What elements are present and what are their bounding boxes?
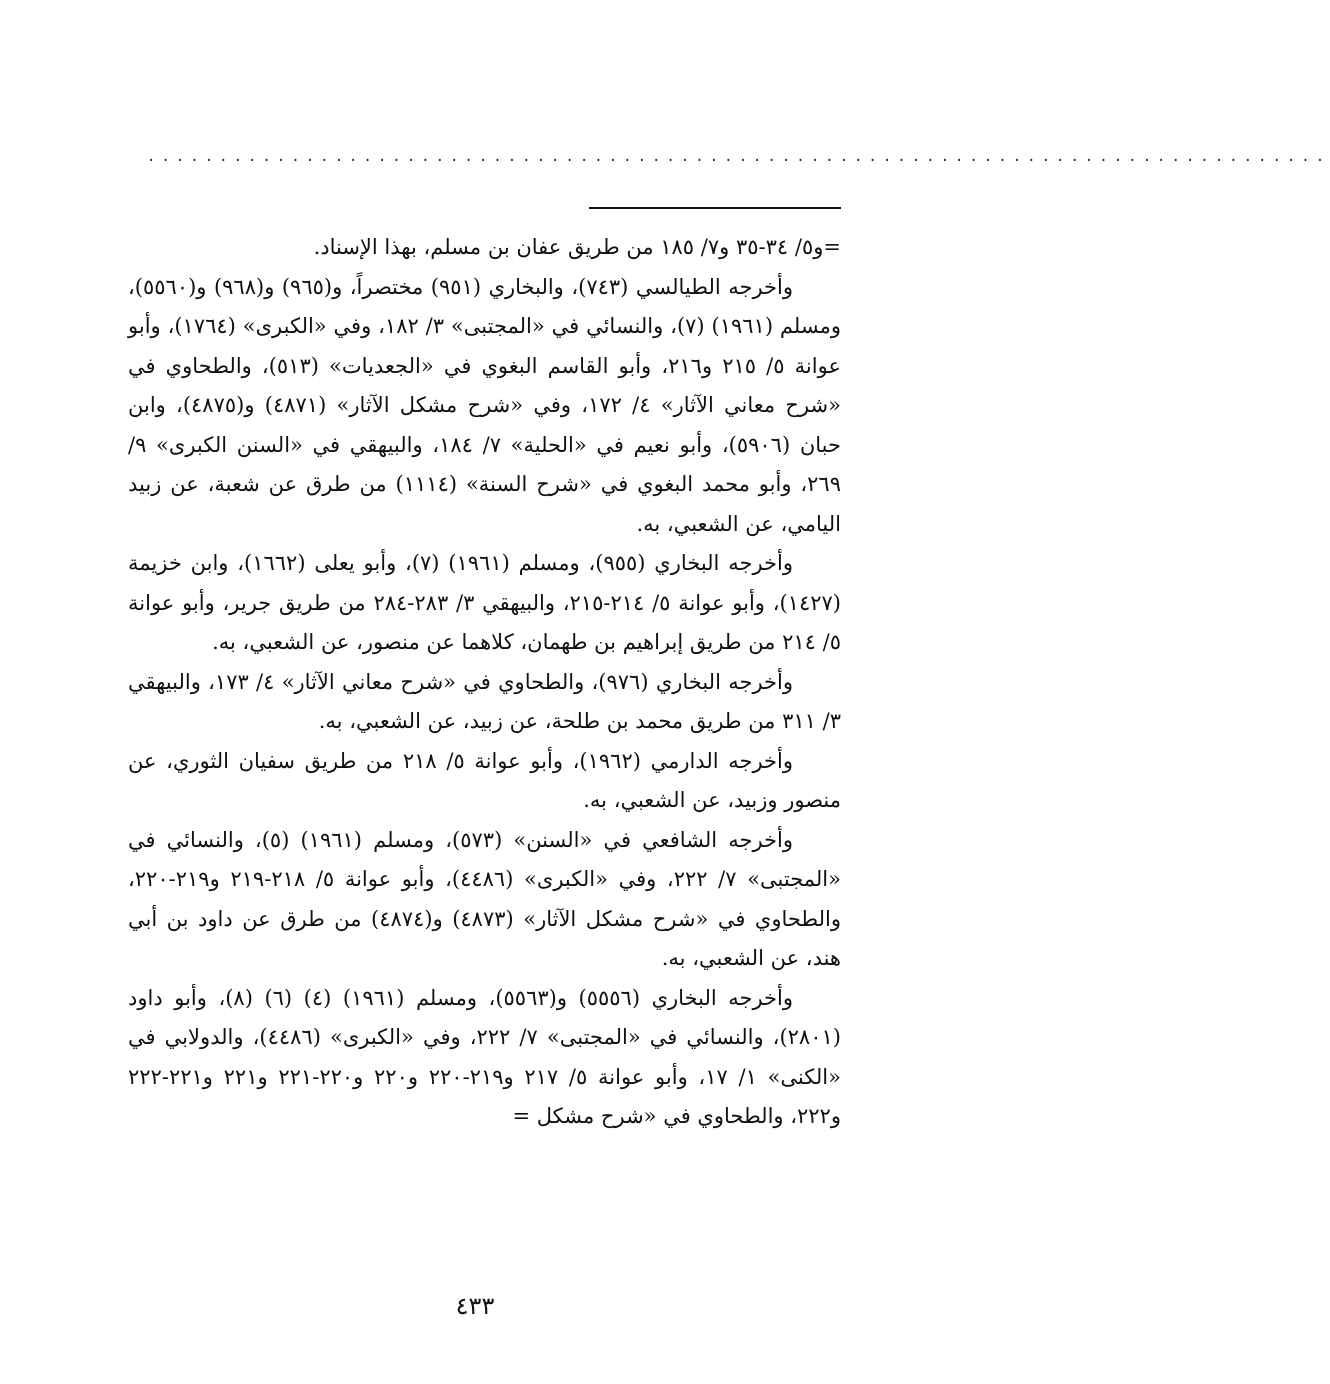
footnote-dot-leader: .................................................................................. [147, 149, 1330, 165]
footnote-paragraph: وأخرجه الدارمي (١٩٦٢)، وأبو عوانة ٥/ ٢١٨ من طريق سفيان الثوري، عن منصور وزبيد، عن الشعبي، به. [128, 748, 841, 812]
footnote-text-block [128, 228, 841, 1137]
footnote-paragraph: وأخرجه الشافعي في «السنن» (٥٧٣)، ومسلم (١٩٦١) (٥)، والنسائي في «المجتبى» ٧/ ٢٢٢، وفي «الكبرى» (٤٤٨٦)، وأبو عوانة ٥/ ٢١٨-٢١٩ و٢١٩-٢٢٠، والطحاوي في «شرح مشكل الآثار» (٤٨٧٣) و(٤٨٧٤) من طرق عن داود بن أبي هند، عن الشعبي، به. [128, 827, 842, 970]
footnote-paragraph: وأخرجه البخاري (٩٧٦)، والطحاوي في «شرح معاني الآثار» ٤/ ١٧٣، والبيهقي ٣/ ٣١١ من طريق محمد بن طلحة، عن زبيد، عن الشعبي، به. [128, 669, 841, 733]
footnote-paragraph: وأخرجه الطيالسي (٧٤٣)، والبخاري (٩٥١) مختصراً، و(٩٦٥) و(٩٦٨) و(٥٥٦٠)، ومسلم (١٩٦١) (٧)، والنسائي في «المجتبى» ٣/ ١٨٢، وفي «الكبرى» (١٧٦٤)، وأبو عوانة ٥/ ٢١٥ و٢١٦، وأبو القاسم البغوي في «الجعديات» (٥١٣)، والطحاوي في «شرح معاني الآثار» ٤/ ١٧٢، وفي «شرح مشكل الآثار» (٤٨٧١) و(٤٨٧٥)، وابن حبان (٥٩٠٦)، وأبو نعيم في «الحلية» ٧/ ١٨٤، والبيهقي في «السنن الكبرى» ٩/ ٢٦٩، وأبو محمد البغوي في «شرح السنة» (١١١٤) من طرق عن شعبة، عن زبيد اليامي، عن الشعبي، به. [128, 274, 842, 536]
footnote-paragraph: وأخرجه البخاري (٥٥٥٦) و(٥٥٦٣)، ومسلم (١٩٦١) (٤) (٦) (٨)، وأبو داود (٢٨٠١)، والنسائي في «المجتبى» ٧/ ٢٢٢، وفي «الكبرى» (٤٤٨٦)، والدولابي في «الكنى» ١/ ١٧، وأبو عوانة ٥/ ٢١٧ و٢١٩-٢٢٠ و٢٢٠ و٢٢٠-٢٢١ و٢٢١ و٢٢١-٢٢٢ و٢٢٢، والطحاوي في «شرح مشكل = [128, 985, 841, 1128]
footnote-paragraph-continuation: =و٥/ ٣٤-٣٥ و٧/ ١٨٥ من طريق عفان بن مسلم، بهذا الإسناد. [313, 235, 841, 259]
page-number: ٤٣٣ [455, 1292, 495, 1320]
footnote-separator-rule [589, 207, 841, 209]
footnote-paragraph: وأخرجه البخاري (٩٥٥)، ومسلم (١٩٦١) (٧)، وأبو يعلى (١٦٦٢)، وابن خزيمة (١٤٢٧)، وأبو عوانة ٥/ ٢١٤-٢١٥، والبيهقي ٣/ ٢٨٣-٢٨٤ من طريق جرير، وأبو عوانة ٥/ ٢١٤ من طريق إبراهيم بن طهمان، كلاهما عن منصور، عن الشعبي، به. [128, 551, 841, 654]
